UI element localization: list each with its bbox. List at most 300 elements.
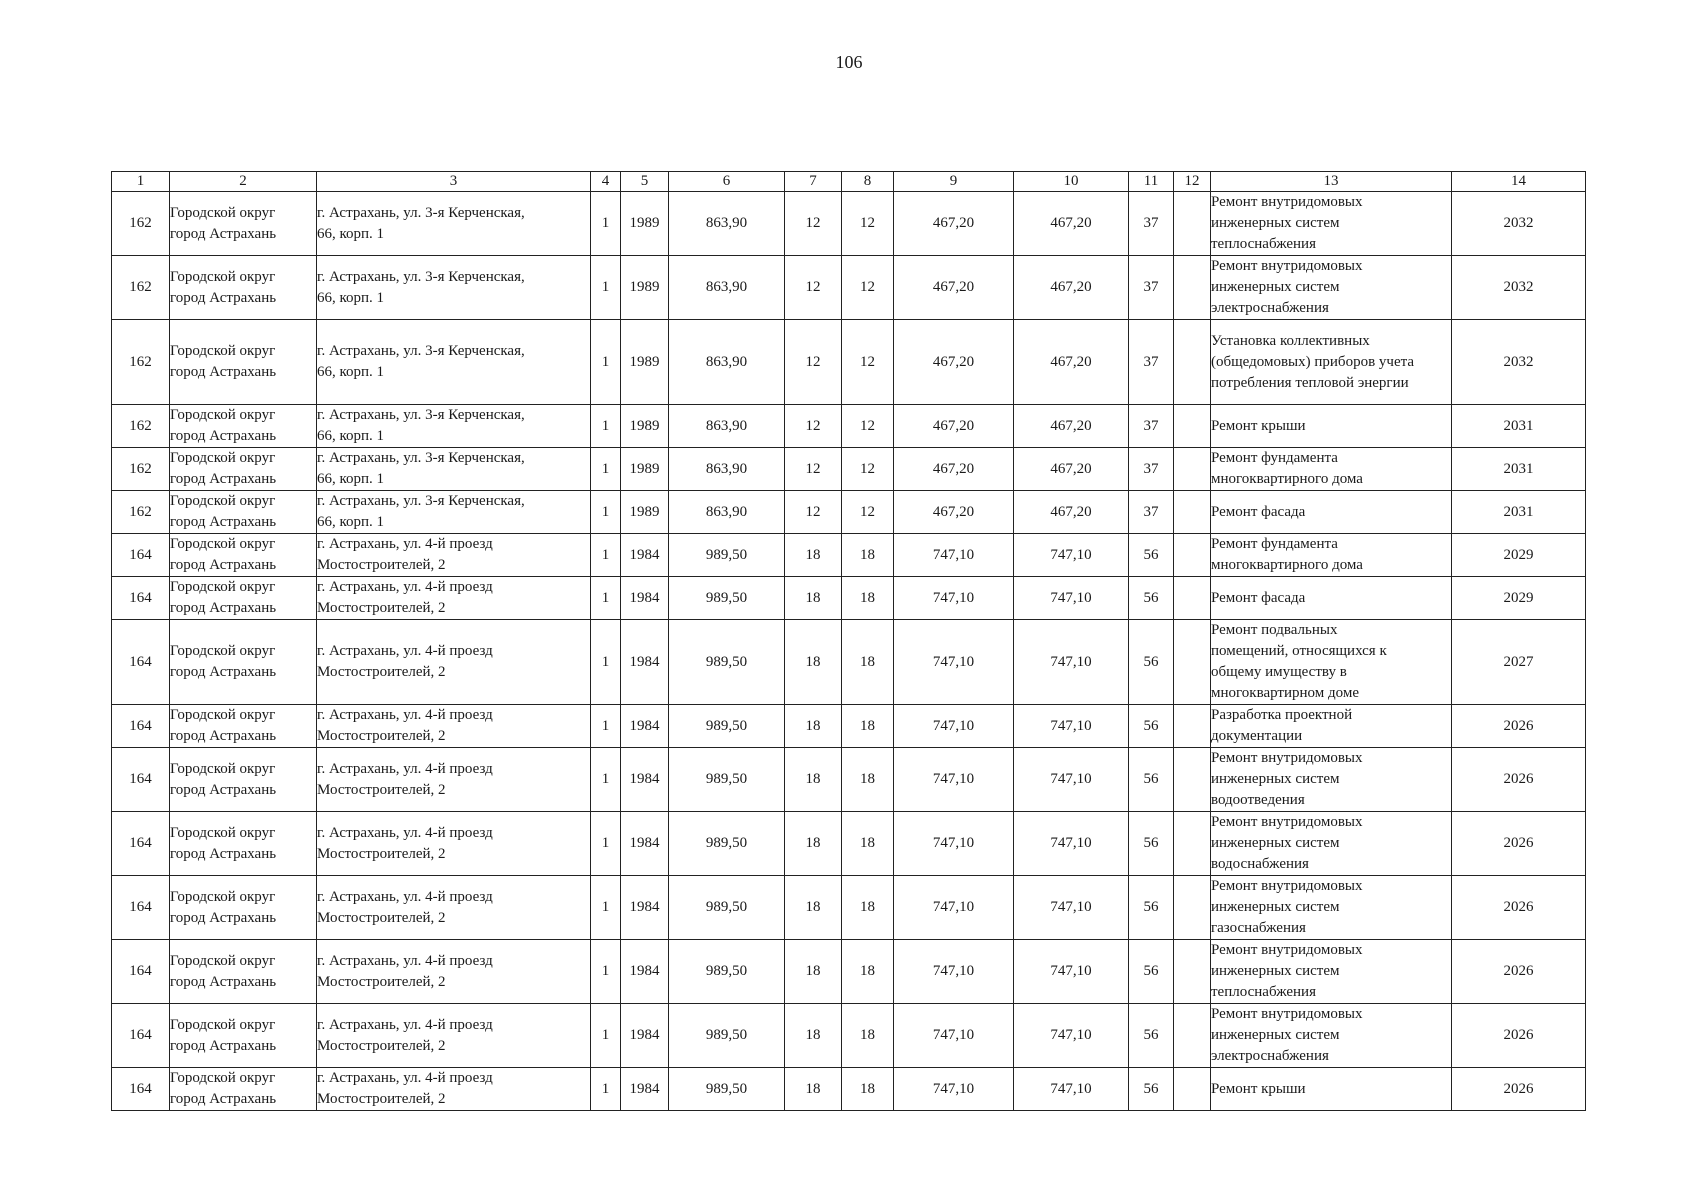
area-cell: 989,50 [669,812,785,876]
municipality-cell-line: Городской округ [170,952,276,969]
address-cell-line: Мостостроителей, 2 [317,845,446,862]
col4-cell: 1 [591,812,621,876]
work-type-cell [1211,1004,1452,1068]
row-number: 164 [112,577,170,620]
area-cell: 989,50 [669,1068,785,1111]
col10-cell: 467,20 [1014,256,1129,320]
work-type-cell [1211,748,1452,812]
year-cell: 1984 [621,940,669,1004]
municipality-cell [170,1004,317,1068]
area-cell: 989,50 [669,534,785,577]
municipality-cell-line: город Астрахань [170,909,277,926]
table-row [112,577,1586,620]
col12-cell [1174,748,1211,812]
address-cell-line: 66, корп. 1 [317,289,385,306]
work-type-cell-line: Ремонт внутридомовых [1211,1006,1363,1022]
col9-cell: 467,20 [894,491,1014,534]
area-cell: 863,90 [669,448,785,491]
work-type-cell-line: документации [1211,728,1303,744]
col4-cell: 1 [591,1004,621,1068]
work-type-cell [1211,534,1452,577]
col-header: 8 [842,172,894,192]
municipality-cell-line: Городской округ [170,407,276,423]
work-type-cell [1211,256,1452,320]
work-type-cell-line: Разработка проектной [1211,707,1353,723]
address-cell-line: г. Астрахань, ул. 3-я Керченская, [317,268,525,285]
col-header: 14 [1452,172,1586,192]
address-cell [317,320,591,405]
address-cell-line: 66, корп. 1 [317,471,385,487]
municipality-cell-line: город Астрахань [170,289,277,306]
municipality-cell [170,320,317,405]
col11-cell: 37 [1129,405,1174,448]
address-cell-line: г. Астрахань, ул. 4-й проезд [317,643,493,659]
col-header: 3 [317,172,591,192]
address-cell-line: 66, корп. 1 [317,225,385,242]
col12-cell [1174,534,1211,577]
col7-cell: 12 [785,448,842,491]
col7-cell: 18 [785,534,842,577]
address-cell-line: г. Астрахань, ул. 3-я Керченская, [317,407,525,423]
col4-cell: 1 [591,320,621,405]
table-row [112,192,1586,256]
col12-cell [1174,491,1211,534]
address-cell [317,812,591,876]
row-number: 162 [112,256,170,320]
address-cell [317,705,591,748]
col8-cell: 18 [842,748,894,812]
col4-cell: 1 [591,748,621,812]
col11-cell: 37 [1129,491,1174,534]
period-cell: 2032 [1452,256,1586,320]
address-cell [317,491,591,534]
col9-cell: 467,20 [894,256,1014,320]
address-cell-line: Мостостроителей, 2 [317,1037,446,1054]
work-type-cell-line: многоквартирного дома [1211,557,1363,573]
col11-cell: 56 [1129,940,1174,1004]
col9-cell: 747,10 [894,620,1014,705]
row-number: 164 [112,705,170,748]
municipality-cell-line: город Астрахань [170,664,277,680]
municipality-cell-line: Городской округ [170,1070,276,1086]
col9-cell: 747,10 [894,577,1014,620]
work-type-cell-line: водоотведения [1211,792,1305,808]
work-type-cell [1211,1068,1452,1111]
work-type-cell-line: Ремонт крыши [1211,417,1306,434]
col-header: 1 [112,172,170,192]
municipality-cell-line: город Астрахань [170,364,277,380]
work-type-cell-line: инженерных систем [1211,279,1340,295]
work-type-cell [1211,577,1452,620]
address-cell-line: 66, корп. 1 [317,514,385,530]
table-row [112,256,1586,320]
table-row [112,620,1586,705]
col10-cell: 747,10 [1014,812,1129,876]
col4-cell: 1 [591,705,621,748]
col4-cell: 1 [591,491,621,534]
address-cell-line: Мостостроителей, 2 [317,664,446,680]
municipality-cell-line: Городской округ [170,824,276,841]
col9-cell: 747,10 [894,812,1014,876]
municipality-cell-line: Городской округ [170,1016,276,1033]
area-cell: 989,50 [669,748,785,812]
area-cell: 989,50 [669,876,785,940]
period-cell: 2026 [1452,705,1586,748]
work-type-cell-line: помещений, относящихся к [1211,643,1387,659]
col4-cell: 1 [591,876,621,940]
year-cell: 1984 [621,577,669,620]
table-row [112,534,1586,577]
year-cell: 1989 [621,448,669,491]
col10-cell: 747,10 [1014,940,1129,1004]
area-cell: 989,50 [669,577,785,620]
address-cell [317,256,591,320]
municipality-cell [170,534,317,577]
address-cell-line: 66, корп. 1 [317,364,385,380]
municipality-cell [170,256,317,320]
col7-cell: 18 [785,577,842,620]
municipality-cell-line: Городской округ [170,493,276,509]
address-cell-line: Мостостроителей, 2 [317,1091,446,1107]
municipality-cell [170,192,317,256]
work-type-cell-line: Ремонт подвальных [1211,622,1338,638]
municipality-cell-line: город Астрахань [170,471,277,487]
table-row [112,1068,1586,1111]
municipality-cell-line: Городской округ [170,450,276,466]
work-type-cell-line: газоснабжения [1211,920,1306,936]
col4-cell: 1 [591,577,621,620]
work-type-cell-line: инженерных систем [1211,1027,1340,1043]
table-row [112,940,1586,1004]
work-type-cell [1211,876,1452,940]
col12-cell [1174,1004,1211,1068]
col9-cell: 467,20 [894,448,1014,491]
table-row [112,705,1586,748]
col9-cell: 747,10 [894,1068,1014,1111]
address-cell [317,748,591,812]
col4-cell: 1 [591,534,621,577]
municipality-cell-line: Городской округ [170,888,276,905]
col12-cell [1174,1068,1211,1111]
table-row [112,448,1586,491]
row-number: 164 [112,876,170,940]
year-cell: 1984 [621,812,669,876]
row-number: 162 [112,192,170,256]
address-cell-line: г. Астрахань, ул. 3-я Керченская, [317,450,525,466]
table-row [112,320,1586,405]
work-type-cell-line: Ремонт внутридомовых [1211,878,1363,894]
table-row [112,812,1586,876]
address-cell [317,577,591,620]
row-number: 164 [112,812,170,876]
row-number: 164 [112,748,170,812]
col8-cell: 18 [842,876,894,940]
work-type-cell-line: электроснабжения [1211,300,1329,316]
work-type-cell-line: инженерных систем [1211,215,1340,231]
col11-cell: 37 [1129,448,1174,491]
work-type-cell [1211,491,1452,534]
col10-cell: 747,10 [1014,1004,1129,1068]
work-type-cell-line: многоквартирного дома [1211,471,1363,487]
municipality-cell-line: Городской округ [170,643,276,659]
col4-cell: 1 [591,940,621,1004]
col10-cell: 747,10 [1014,876,1129,940]
work-type-cell [1211,405,1452,448]
col-header: 13 [1211,172,1452,192]
col12-cell [1174,940,1211,1004]
work-type-cell-line: электроснабжения [1211,1048,1329,1064]
municipality-cell [170,876,317,940]
col7-cell: 12 [785,491,842,534]
work-type-cell-line: Ремонт внутридомовых [1211,258,1363,274]
col8-cell: 18 [842,1068,894,1111]
work-type-cell-line: Ремонт внутридомовых [1211,942,1363,958]
address-cell [317,620,591,705]
municipality-cell-line: город Астрахань [170,845,277,862]
row-number: 164 [112,620,170,705]
year-cell: 1984 [621,748,669,812]
col-header: 9 [894,172,1014,192]
address-cell-line: Мостостроителей, 2 [317,728,446,744]
address-cell-line: г. Астрахань, ул. 3-я Керченская, [317,493,525,509]
col8-cell: 12 [842,192,894,256]
municipality-cell [170,940,317,1004]
period-cell: 2032 [1452,320,1586,405]
col8-cell: 12 [842,448,894,491]
work-type-cell-line: водоснабжения [1211,856,1309,872]
municipality-cell-line: Городской округ [170,760,276,777]
col7-cell: 18 [785,1004,842,1068]
work-type-cell-line: теплоснабжения [1211,984,1316,1000]
col10-cell: 747,10 [1014,620,1129,705]
municipality-cell-line: город Астрахань [170,728,277,744]
col11-cell: 56 [1129,577,1174,620]
col7-cell: 18 [785,876,842,940]
municipality-cell [170,1068,317,1111]
col10-cell: 467,20 [1014,192,1129,256]
municipality-cell-line: город Астрахань [170,428,277,444]
period-cell: 2031 [1452,448,1586,491]
address-cell-line: г. Астрахань, ул. 4-й проезд [317,824,493,841]
address-cell-line: г. Астрахань, ул. 4-й проезд [317,760,493,777]
municipality-cell-line: город Астрахань [170,514,277,530]
row-number: 162 [112,320,170,405]
col-header: 6 [669,172,785,192]
col-header: 10 [1014,172,1129,192]
col7-cell: 18 [785,620,842,705]
period-cell: 2032 [1452,192,1586,256]
col7-cell: 12 [785,192,842,256]
work-type-cell-line: Ремонт внутридомовых [1211,750,1363,766]
address-cell-line: Мостостроителей, 2 [317,909,446,926]
municipality-cell [170,491,317,534]
municipality-cell [170,577,317,620]
col10-cell: 467,20 [1014,491,1129,534]
row-number: 162 [112,405,170,448]
address-cell-line: г. Астрахань, ул. 4-й проезд [317,579,493,595]
table-body [112,192,1586,1111]
municipality-cell-line: Городской округ [170,579,276,595]
col9-cell: 747,10 [894,705,1014,748]
municipality-cell-line: Городской округ [170,268,276,285]
col11-cell: 37 [1129,320,1174,405]
work-type-cell-line: Ремонт фундамента [1211,450,1338,466]
address-cell-line: Мостостроителей, 2 [317,557,446,573]
col-header: 2 [170,172,317,192]
municipality-cell-line: Городской округ [170,343,276,359]
year-cell: 1989 [621,192,669,256]
col9-cell: 747,10 [894,534,1014,577]
area-cell: 989,50 [669,940,785,1004]
col11-cell: 56 [1129,705,1174,748]
col11-cell: 56 [1129,812,1174,876]
col8-cell: 18 [842,1004,894,1068]
col11-cell: 56 [1129,620,1174,705]
col11-cell: 56 [1129,1068,1174,1111]
work-type-cell [1211,812,1452,876]
municipality-cell [170,705,317,748]
col8-cell: 18 [842,534,894,577]
area-cell: 863,90 [669,192,785,256]
col12-cell [1174,320,1211,405]
row-number: 162 [112,491,170,534]
work-type-cell-line: общему имуществу в [1211,664,1347,680]
year-cell: 1989 [621,320,669,405]
col9-cell: 747,10 [894,876,1014,940]
table-row [112,491,1586,534]
address-cell-line: г. Астрахань, ул. 4-й проезд [317,1016,493,1033]
work-type-cell [1211,320,1452,405]
col4-cell: 1 [591,256,621,320]
col-header: 5 [621,172,669,192]
period-cell: 2029 [1452,577,1586,620]
area-cell: 989,50 [669,705,785,748]
col9-cell: 747,10 [894,748,1014,812]
col11-cell: 37 [1129,192,1174,256]
col10-cell: 467,20 [1014,405,1129,448]
work-type-cell [1211,448,1452,491]
col8-cell: 18 [842,705,894,748]
table-row [112,1004,1586,1068]
col4-cell: 1 [591,192,621,256]
col7-cell: 18 [785,812,842,876]
col12-cell [1174,876,1211,940]
col7-cell: 12 [785,320,842,405]
col10-cell: 467,20 [1014,320,1129,405]
col11-cell: 56 [1129,1004,1174,1068]
work-type-cell [1211,940,1452,1004]
address-cell-line: г. Астрахань, ул. 3-я Керченская, [317,204,525,221]
col12-cell [1174,405,1211,448]
address-cell-line: г. Астрахань, ул. 3-я Керченская, [317,343,525,359]
work-type-cell-line: инженерных систем [1211,835,1340,851]
municipality-cell-line: город Астрахань [170,781,277,798]
year-cell: 1984 [621,705,669,748]
municipality-cell-line: Городской округ [170,707,276,723]
area-cell: 863,90 [669,491,785,534]
municipality-cell-line: город Астрахань [170,1037,277,1054]
municipality-cell [170,812,317,876]
repair-schedule-table [111,171,1586,1111]
col11-cell: 37 [1129,256,1174,320]
address-cell [317,192,591,256]
municipality-cell-line: город Астрахань [170,973,277,990]
work-type-cell-line: Ремонт крыши [1211,1080,1306,1097]
col8-cell: 18 [842,620,894,705]
col10-cell: 747,10 [1014,534,1129,577]
col4-cell: 1 [591,620,621,705]
period-cell: 2026 [1452,1004,1586,1068]
work-type-cell-line: инженерных систем [1211,963,1340,979]
col12-cell [1174,448,1211,491]
year-cell: 1989 [621,405,669,448]
address-cell-line: Мостостроителей, 2 [317,781,446,798]
col8-cell: 12 [842,256,894,320]
work-type-cell-line: потребления тепловой энергии [1211,374,1409,391]
row-number: 164 [112,534,170,577]
col4-cell: 1 [591,405,621,448]
row-number: 162 [112,448,170,491]
municipality-cell-line: Городской округ [170,536,276,552]
municipality-cell-line: город Астрахань [170,600,277,616]
address-cell-line: г. Астрахань, ул. 4-й проезд [317,1070,493,1086]
work-type-cell-line: инженерных систем [1211,771,1340,787]
area-cell: 863,90 [669,405,785,448]
address-cell-line: 66, корп. 1 [317,428,385,444]
area-cell: 863,90 [669,320,785,405]
col10-cell: 747,10 [1014,748,1129,812]
period-cell: 2029 [1452,534,1586,577]
work-type-cell-line: Ремонт внутридомовых [1211,814,1363,830]
work-type-cell-line: Ремонт фундамента [1211,536,1338,552]
col9-cell: 747,10 [894,940,1014,1004]
col12-cell [1174,705,1211,748]
col8-cell: 12 [842,491,894,534]
col11-cell: 56 [1129,876,1174,940]
area-cell: 989,50 [669,1004,785,1068]
address-cell [317,940,591,1004]
col10-cell: 747,10 [1014,577,1129,620]
address-cell-line: Мостостроителей, 2 [317,600,446,616]
col7-cell: 18 [785,940,842,1004]
col9-cell: 467,20 [894,192,1014,256]
col8-cell: 12 [842,320,894,405]
row-number: 164 [112,1004,170,1068]
address-cell-line: г. Астрахань, ул. 4-й проезд [317,888,493,905]
address-cell [317,534,591,577]
year-cell: 1984 [621,620,669,705]
col9-cell: 747,10 [894,1004,1014,1068]
col12-cell [1174,192,1211,256]
municipality-cell [170,748,317,812]
col10-cell: 467,20 [1014,448,1129,491]
work-type-cell-line: Ремонт внутридомовых [1211,194,1363,210]
year-cell: 1984 [621,1004,669,1068]
work-type-cell-line: Установка коллективных [1211,332,1370,349]
header-row [112,172,1586,192]
municipality-cell-line: город Астрахань [170,557,277,573]
col9-cell: 467,20 [894,405,1014,448]
year-cell: 1984 [621,534,669,577]
col8-cell: 18 [842,812,894,876]
col12-cell [1174,256,1211,320]
period-cell: 2031 [1452,491,1586,534]
period-cell: 2026 [1452,1068,1586,1111]
work-type-cell-line: теплоснабжения [1211,236,1316,252]
col12-cell [1174,577,1211,620]
col8-cell: 12 [842,405,894,448]
row-number: 164 [112,1068,170,1111]
